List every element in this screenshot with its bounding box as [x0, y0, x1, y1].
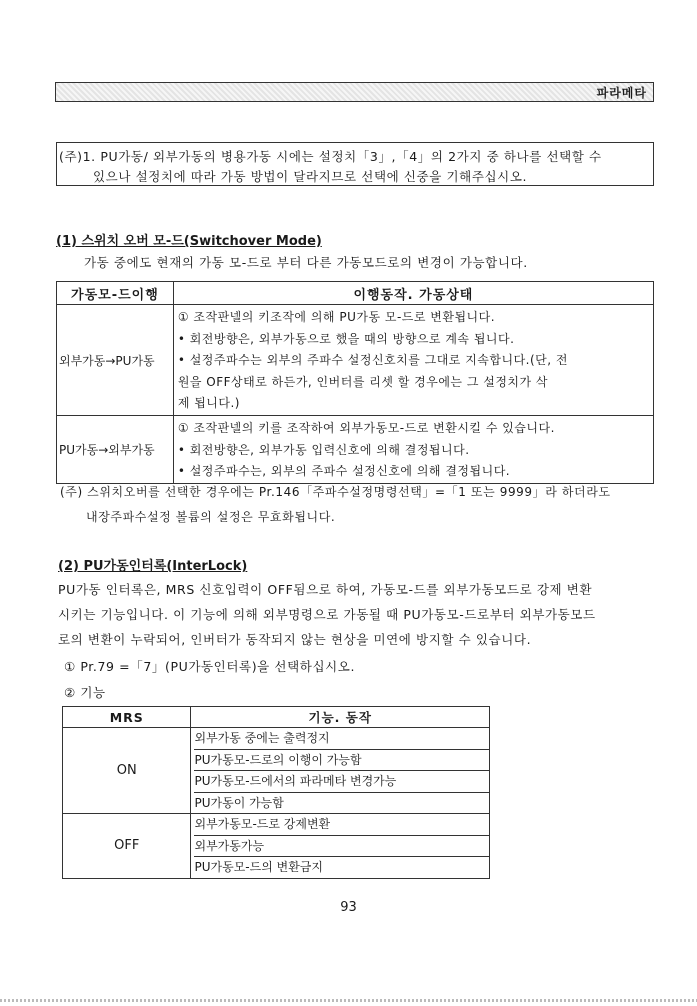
table-header-row [57, 282, 654, 305]
function-item: 외부가동가능 [194, 836, 489, 858]
table-row [63, 728, 490, 814]
note-box [56, 142, 654, 186]
interlock-step-1: ① Pr.79 =「7」(PU가동인터록)을 선택하십시오. [64, 659, 356, 674]
function-item: 외부가동 중에는 출력정지 [194, 728, 489, 750]
scan-edge-rule [0, 999, 697, 1002]
description-line: • 설정주파수는 외부의 주파수 설정신호치를 그대로 지속합니다.(단, 전 [177, 353, 568, 367]
description-line: ① 조작판넬의 키조작에 의해 PU가동 모-드로 변환됩니다. [177, 310, 496, 324]
function-item: PU가동모-드의 변환금지 [194, 860, 323, 874]
description-line: • 회전방향은, 외부가동 입력신호에 의해 결정됩니다. [177, 442, 470, 457]
mrs-function-table [62, 706, 490, 879]
description-line: • 설정주파수는, 외부의 주파수 설정신호에 의해 결정됩니다. [177, 464, 511, 478]
header-title: 파라메타 [596, 86, 647, 100]
col-header-function: 기능. 동작 [191, 707, 490, 728]
section1-intro: 가동 중에도 현재의 가동 모-드로 부터 다른 가동모드로의 변경이 가능합니다. [84, 255, 528, 270]
note-line-1: (주)1. PU가동/ 외부가동의 병용가동 시에는 설정치「3」,「4」의 2가지 중 하나를 선택할 수 [59, 149, 602, 164]
section2-heading: (2) PU가동인터록(InterLock) [58, 559, 248, 574]
function-cell [191, 728, 490, 814]
switchover-note-line-1: (주) 스위치오버를 선택한 경우에는 Pr.146「주파수설정명령선택」=「1 또는 9999」라 하더라도 [60, 485, 611, 499]
description-cell [173, 416, 653, 484]
mode-cell: PU가동→외부가동 [57, 416, 174, 484]
col-header-mrs: MRS [63, 707, 191, 728]
switchover-note-line-2: 내장주파수설정 볼륨의 설정은 무효화됩니다. [86, 510, 336, 524]
function-item: 외부가동모-드로 강제변환 [194, 814, 489, 836]
col-header-operation: 이행동작. 가동상태 [173, 282, 653, 305]
function-item: PU가동모-드에서의 파라메타 변경가능 [194, 771, 489, 793]
interlock-para-line-1: PU가동 인터록은, MRS 신호입력이 OFF됨으로 하여, 가동모-드를 외부가동모드로 강제 변환 [58, 582, 593, 597]
description-line: 제 됩니다.) [177, 396, 240, 410]
mode-cell: 외부가동→PU가동 [57, 305, 174, 416]
description-line: ① 조작판넬의 키를 조작하여 외부가동모-드로 변환시킬 수 있습니다. [177, 421, 555, 435]
table-header-row [63, 707, 490, 728]
interlock-para-line-3: 로의 변환이 누락되어, 인버터가 동작되지 않는 현상을 미연에 방지할 수 있습니다. [58, 632, 532, 647]
table-row [57, 416, 654, 484]
table-row [63, 814, 490, 879]
function-item: PU가동모-드로의 이행이 가능함 [194, 750, 489, 772]
mrs-state-cell: OFF [63, 814, 191, 879]
header-bar [55, 82, 654, 102]
table-row [57, 305, 654, 416]
interlock-step-2: ② 기능 [64, 685, 106, 700]
function-item: PU가동이 가능함 [194, 795, 284, 810]
switchover-table [56, 281, 654, 484]
interlock-para-line-2: 시키는 기능입니다. 이 기능에 의해 외부명령으로 가동될 때 PU가동모-드로부터 외부가동모드 [58, 607, 596, 622]
page-number: 93 [340, 900, 357, 915]
description-line: 원을 OFF상태로 하든가, 인버터를 리셋 할 경우에는 그 설정치가 삭 [177, 374, 549, 389]
mrs-state-cell: ON [63, 728, 191, 814]
note-line-2: 있으나 설정치에 따라 가동 방법이 달라지므로 선택에 신중을 기해주십시오. [93, 169, 528, 184]
function-cell [191, 814, 490, 879]
section1-heading: (1) 스위치 오버 모-드(Switchover Mode) [56, 234, 322, 249]
description-cell [173, 305, 653, 416]
description-line: • 회전방향은, 외부가동으로 했을 때의 방향으로 계속 됩니다. [177, 331, 515, 346]
col-header-mode-transition: 가동모-드이행 [57, 282, 174, 305]
